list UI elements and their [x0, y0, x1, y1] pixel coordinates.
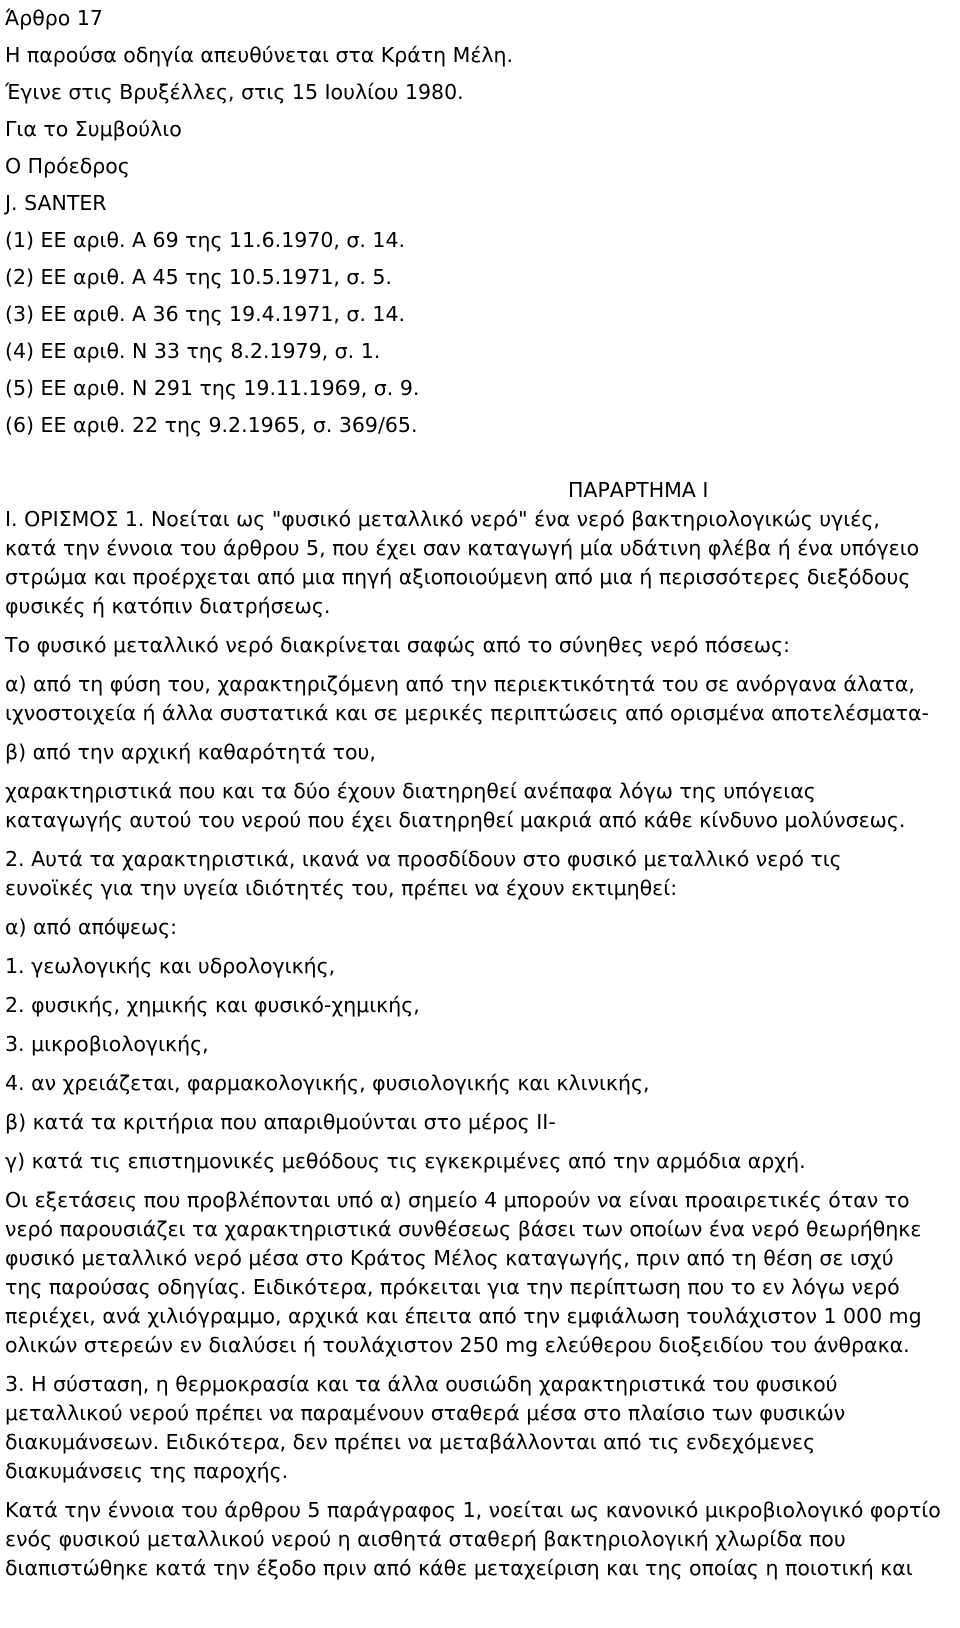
paragraph [5, 1108, 957, 1137]
paragraph [5, 913, 957, 942]
paragraph-line: κατά την έννοια του άρθρου 5, που έχει σαν καταγωγή μία υδάτινη φλέβα ή ένα υπόγειο [5, 536, 920, 560]
header-line: Ο Πρόεδρος [5, 154, 130, 178]
paragraph-line: β) κατά τα κριτήρια που απαριθμούνται στο μέρος ΙΙ- [5, 1110, 556, 1134]
paragraph-line: διακυμάνσεις της παροχής. [5, 1459, 289, 1483]
paragraph [5, 505, 957, 621]
paragraph [5, 845, 957, 903]
paragraph-line: ευνοϊκές για την υγεία ιδιότητές του, πρέπει να έχουν εκτιμηθεί: [5, 876, 678, 900]
paragraph [5, 1186, 957, 1360]
paragraph-line: α) από τη φύση του, χαρακτηριζόμενη από την περιεκτικότητά του σε ανόργανα άλατα, [5, 672, 915, 696]
header-line: Άρθρο 17 [5, 6, 103, 30]
header-lines [5, 0, 957, 444]
header-line: (4) ΕΕ αριθ. Ν 33 της 8.2.1979, σ. 1. [5, 339, 381, 363]
paragraph-line: μεταλλικού νερού πρέπει να παραμένουν σταθερά μέσα στο πλαίσιο των φυσικών [5, 1401, 846, 1425]
paragraph-line: Το φυσικό μεταλλικό νερό διακρίνεται σαφώς από το σύνηθες νερό πόσεως: [5, 633, 791, 657]
paragraph [5, 991, 957, 1020]
paragraph-line: 2. Αυτά τα χαρακτηριστικά, ικανά να προσδίδουν στο φυσικό μεταλλικό νερό τις [5, 847, 842, 871]
paragraph-line: ολικών στερεών εν διαλύσει ή τουλάχιστον 250 mg ελεύθερου διοξειδίου του άνθρακα. [5, 1333, 910, 1357]
paragraph-line: φυσικό μεταλλικό νερό μέσα στο Κράτος Μέλος καταγωγής, πριν από τη θέση σε ισχύ [5, 1246, 894, 1270]
paragraph-line: 3. μικροβιολογικής, [5, 1032, 209, 1056]
paragraph-line: γ) κατά τις επιστημονικές μεθόδους τις εγκεκριμένες από την αρμόδια αρχή. [5, 1149, 806, 1173]
paragraph-line: ιχνοστοιχεία ή άλλα συστατικά και σε μερικές περιπτώσεις από ορισμένα αποτελέσματα- [5, 701, 929, 725]
paragraph-line: Οι εξετάσεις που προβλέπονται υπό α) σημείο 4 μπορούν να είναι προαιρετικές όταν το [5, 1188, 910, 1212]
paragraph-line: ενός φυσικού μεταλλικού νερού η αισθητά σταθερή βακτηριολογική χλωρίδα που [5, 1527, 846, 1551]
header-line: (6) ΕΕ αριθ. 22 της 9.2.1965, σ. 369/65. [5, 413, 418, 437]
paragraph [5, 1030, 957, 1059]
header-line: (2) ΕΕ αριθ. Α 45 της 10.5.1971, σ. 5. [5, 265, 392, 289]
paragraph-line: περιέχει, ανά χιλιόγραμμο, αρχικά και έπειτα από την εμφιάλωση τουλάχιστον 1 000 mg [5, 1304, 922, 1328]
header-line: Έγινε στις Βρυξέλλες, στις 15 Ιουλίου 1980. [5, 80, 464, 104]
annex-title: ΠΑΡΑΡΤΗΜΑ Ι [568, 478, 709, 502]
paragraph-line: 4. αν χρειάζεται, φαρμακολογικής, φυσιολογικής και κλινικής, [5, 1071, 650, 1095]
paragraph [5, 952, 957, 981]
paragraph [5, 670, 957, 728]
annex-body [5, 505, 957, 1583]
paragraph-line: 1. γεωλογικής και υδρολογικής, [5, 954, 336, 978]
paragraph-line: διακυμάνσεων. Ειδικότερα, δεν πρέπει να μεταβάλλονται από τις ενδεχόμενες [5, 1430, 816, 1454]
paragraph [5, 1370, 957, 1486]
paragraph-line: χαρακτηριστικά που και τα δύο έχουν διατηρηθεί ανέπαφα λόγω της υπόγειας [5, 779, 816, 803]
paragraph-line: 2. φυσικής, χημικής και φυσικό-χημικής, [5, 993, 420, 1017]
paragraph-line: της παρούσας οδηγίας. Ειδικότερα, πρόκειται για την περίπτωση που το εν λόγω νερό [5, 1275, 900, 1299]
header-line: J. SANTER [5, 191, 107, 215]
paragraph [5, 631, 957, 660]
paragraph-line: νερό παρουσιάζει τα χαρακτηριστικά συνθέσεως βάσει των οποίων ένα νερό θεωρήθηκε [5, 1217, 922, 1241]
paragraph-line: καταγωγής αυτού του νερού που έχει διατηρηθεί μακριά από κάθε κίνδυνο μολύνσεως. [5, 808, 906, 832]
paragraph-line: διαπιστώθηκε κατά την έξοδο πριν από κάθε μεταχείριση και της οποίας η ποιοτική και [5, 1556, 913, 1580]
paragraph-line: φυσικές ή κατόπιν διατρήσεως. [5, 594, 331, 618]
paragraph [5, 1147, 957, 1176]
paragraph [5, 738, 957, 767]
paragraph-line: Ι. ΟΡΙΣΜΟΣ 1. Νοείται ως "φυσικό μεταλλικό νερό" ένα νερό βακτηριολογικώς υγιές, [5, 507, 880, 531]
paragraph-line: 3. Η σύσταση, η θερμοκρασία και τα άλλα ουσιώδη χαρακτηριστικά του φυσικού [5, 1372, 838, 1396]
paragraph [5, 1496, 957, 1583]
paragraph-line: α) από απόψεως: [5, 915, 178, 939]
paragraph-line: Κατά την έννοια του άρθρου 5 παράγραφος 1, νοείται ως κανονικό μικροβιολογικό φορτίο [5, 1498, 941, 1522]
paragraph [5, 1069, 957, 1098]
header-line: (3) ΕΕ αριθ. Α 36 της 19.4.1971, σ. 14. [5, 302, 406, 326]
paragraph-line: β) από την αρχική καθαρότητά του, [5, 740, 376, 764]
paragraph [5, 777, 957, 835]
header-line: Η παρούσα οδηγία απευθύνεται στα Κράτη Μέλη. [5, 43, 514, 67]
header-line: (5) ΕΕ αριθ. Ν 291 της 19.11.1969, σ. 9. [5, 376, 420, 400]
document-page [5, 0, 957, 1593]
header-line: (1) ΕΕ αριθ. Α 69 της 11.6.1970, σ. 14. [5, 228, 406, 252]
paragraph-line: στρώμα και προέρχεται από μια πηγή αξιοποιούμενη από μια ή περισσότερες διεξόδους [5, 565, 911, 589]
header-line: Για το Συμβούλιο [5, 117, 182, 141]
